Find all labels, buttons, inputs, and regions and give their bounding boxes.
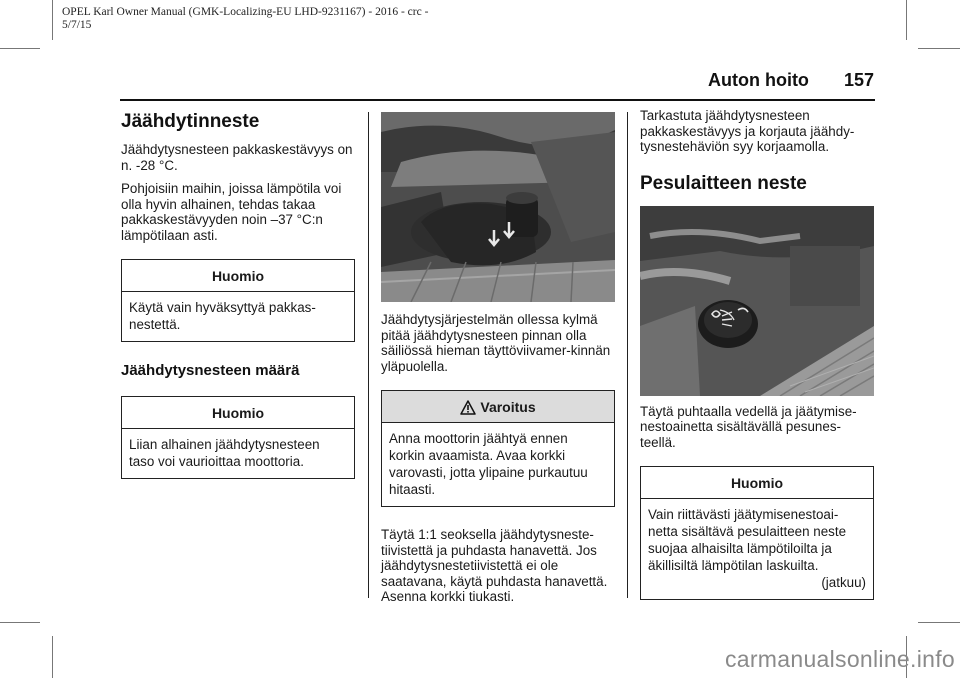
crop-mark (0, 48, 40, 49)
document-header (62, 6, 522, 32)
notice-body: Liian alhainen jäähdytysnesteen taso voi vaurioittaa moottoria. (129, 437, 320, 469)
washer-fluid-reservoir-photo (640, 206, 874, 396)
notice-body (641, 499, 873, 599)
notice-title: Huomio (641, 467, 873, 499)
watermark: carmanualsonline.info (724, 646, 955, 672)
notice-title: Huomio (122, 397, 354, 429)
document-header-line1: OPEL Karl Owner Manual (GMK-Localizing-EU LHD-9231167) - 2016 - crc - (62, 6, 429, 18)
column-2 (381, 108, 615, 605)
subheading-coolant-level: Jäähdytysnesteen määrä (121, 362, 300, 379)
section-heading-coolant: Jäähdytinneste (121, 111, 260, 132)
crop-mark (918, 48, 960, 49)
running-head (708, 70, 874, 91)
notice-body-text: Vain riittävästi jäätymisenestoai-netta sisältävä pesulaitteen neste suojaa alhaisilta lämpötiloilta ja äkillisiltä lämpötilan laskuilta. (648, 507, 847, 573)
notice-box (121, 396, 355, 479)
header-rule (120, 99, 875, 101)
column-divider (627, 112, 628, 598)
warning-body: Anna moottorin jäähtyä ennen korkin avaamista. Avaa korkki varovasti, jotta ylipaine purkautuu hitaasti. (389, 431, 588, 497)
warning-triangle-icon (460, 400, 476, 415)
crop-mark (918, 622, 960, 623)
paragraph: Täytä 1:1 seoksella jäähdytysneste-tiivistettä ja puhdasta hanavettä. Jos jäähdytysnestetiivistettä ei ole saatavana, käytä puhdasta hanavettä. Asenna korkki tiukasti. (381, 527, 608, 604)
crop-mark (0, 622, 40, 623)
warning-title (382, 391, 614, 423)
section-title: Auton hoito (707, 70, 809, 90)
paragraph: Jäähdytysnesteen pakkaskestävyys on n. -28 °C. (121, 142, 353, 173)
crop-mark (52, 636, 53, 678)
page-number: 157 (843, 70, 874, 90)
notice-title: Huomio (122, 260, 354, 292)
notice-body: Käytä vain hyväksyttyä pakkas-nestettä. (129, 300, 316, 332)
paragraph: Pohjoisiin maihin, joissa lämpötila voi olla hyvin alhainen, tehdas takaa pakkaskestävyyden noin –37 °C:n lämpötilaan asti. (121, 181, 342, 243)
continued-label: (jatkuu) (821, 575, 866, 590)
coolant-reservoir-photo (381, 112, 615, 302)
column-divider (368, 112, 369, 598)
paragraph: Jäähdytysjärjestelmän ollessa kylmä pitää jäähdytysnesteen pinnan olla säiliössä hieman täyttöviivamer-kinnän yläpuolella. (381, 312, 611, 374)
paragraph: Tarkastuta jäähdytysnesteen pakkaskestävyys ja korjauta jäähdy-tysnestehäviön syy korjaamolla. (640, 108, 855, 154)
warning-title-text: Varoitus (480, 399, 536, 415)
notice-box (121, 259, 355, 342)
document-header-line2: 5/7/15 (62, 19, 92, 31)
crop-mark (52, 0, 53, 40)
warning-box (381, 390, 615, 507)
column-1 (121, 108, 355, 479)
crop-mark (906, 0, 907, 40)
column-3 (640, 108, 874, 600)
section-heading-washer-fluid: Pesulaitteen neste (640, 172, 807, 194)
notice-box (640, 466, 874, 600)
paragraph: Täytä puhtaalla vedellä ja jäätymise-nestoainetta sisältävällä pesunes-teellä. (640, 403, 857, 450)
